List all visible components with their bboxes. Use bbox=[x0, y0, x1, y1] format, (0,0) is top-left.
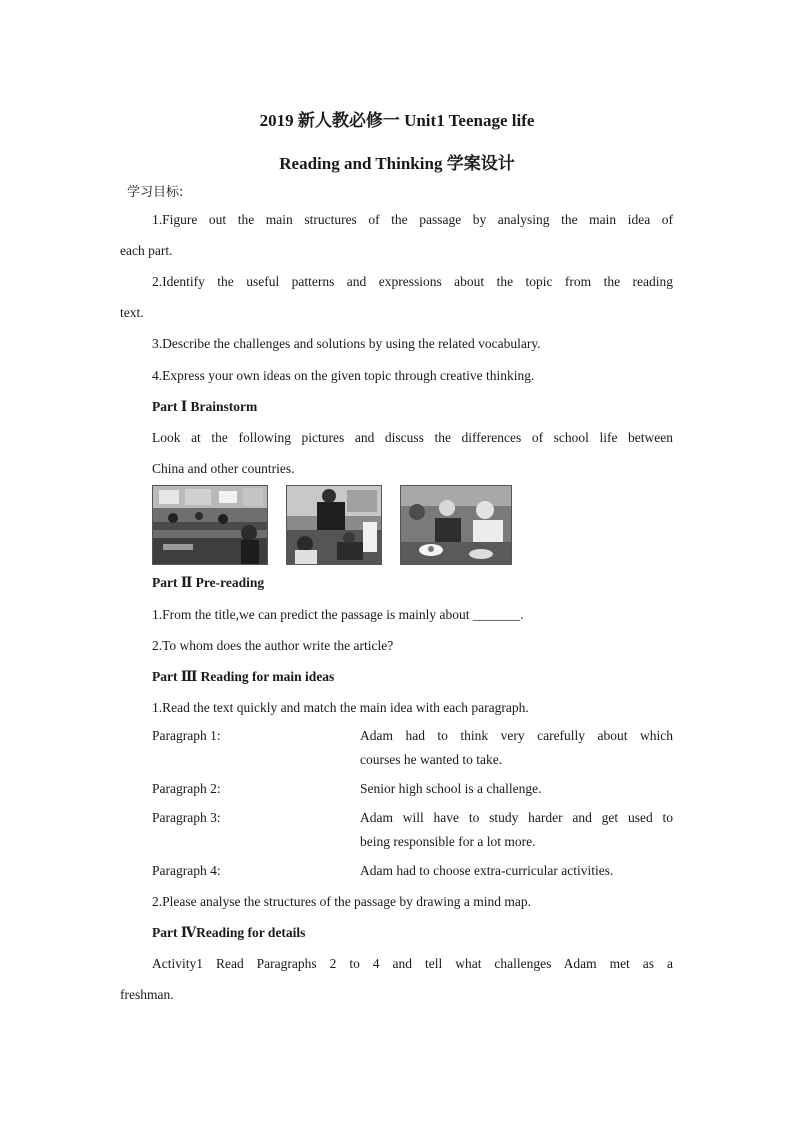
students-lunch-photo bbox=[400, 485, 512, 565]
paragraph-1-idea-line-1: Adam had to think very carefully about which bbox=[360, 728, 673, 743]
paragraph-4-idea bbox=[360, 859, 673, 883]
part-3-instruction: 1.Read the text quickly and match the main idea with each paragraph. bbox=[152, 700, 529, 715]
paragraph-1-idea bbox=[360, 724, 673, 772]
part-1-heading: Part Ⅰ Brainstorm bbox=[152, 399, 258, 414]
activity-1-line-2: freshman. bbox=[120, 987, 174, 1002]
classroom-photo bbox=[152, 485, 268, 565]
activity-1-line-1: Activity1 Read Paragraphs 2 to 4 and tell what challenges Adam met as a bbox=[152, 956, 673, 971]
objective-4: 4.Express your own ideas on the given topic through creative thinking. bbox=[152, 368, 535, 383]
paragraph-3-idea bbox=[360, 806, 673, 854]
paragraph-2-idea bbox=[360, 777, 673, 801]
objective-2-line-1: 2.Identify the useful patterns and expressions about the topic from the reading bbox=[152, 274, 673, 289]
paragraph-4-idea-line-1: Adam had to choose extra-curricular activities. bbox=[360, 863, 614, 878]
part-2-heading: Part Ⅱ Pre-reading bbox=[152, 575, 265, 590]
objective-1-line-2: each part. bbox=[120, 243, 173, 258]
teacher-helping-students-photo bbox=[286, 485, 382, 565]
paragraph-4-label: Paragraph 4: bbox=[152, 863, 221, 878]
objective-2-line-2: text. bbox=[120, 305, 144, 320]
part-3-question-2: 2.Please analyse the structures of the passage by drawing a mind map. bbox=[152, 894, 532, 909]
paragraph-1-label: Paragraph 1: bbox=[152, 728, 221, 743]
objective-1-line-1: 1.Figure out the main structures of the passage by analysing the main idea of bbox=[152, 212, 673, 227]
paragraph-3-label: Paragraph 3: bbox=[152, 810, 221, 825]
objective-3: 3.Describe the challenges and solutions by using the related vocabulary. bbox=[152, 336, 541, 351]
part-4-heading: Part ⅣReading for details bbox=[152, 925, 306, 940]
paragraph-1-idea-line-2: courses he wanted to take. bbox=[360, 752, 503, 767]
part-2-question-1: 1.From the title,we can predict the passage is mainly about _______. bbox=[152, 607, 524, 622]
paragraph-3-idea-line-1: Adam will have to study harder and get used to bbox=[360, 810, 673, 825]
part-2-question-2: 2.To whom does the author write the article? bbox=[152, 638, 394, 653]
paragraph-2-idea-line-1: Senior high school is a challenge. bbox=[360, 781, 542, 796]
document-subtitle: Reading and Thinking 学案设计 bbox=[279, 154, 515, 173]
paragraph-2-label: Paragraph 2: bbox=[152, 781, 221, 796]
objectives-heading: 学习目标: bbox=[127, 185, 184, 200]
document-title: 2019 新人教必修一 Unit1 Teenage life bbox=[259, 111, 535, 130]
part-1-text-line-1: Look at the following pictures and discuss the differences of school life between bbox=[152, 430, 673, 445]
part-1-text-line-2: China and other countries. bbox=[152, 461, 295, 476]
part-3-heading: Part Ⅲ Reading for main ideas bbox=[152, 669, 335, 684]
paragraph-3-idea-line-2: being responsible for a lot more. bbox=[360, 834, 536, 849]
